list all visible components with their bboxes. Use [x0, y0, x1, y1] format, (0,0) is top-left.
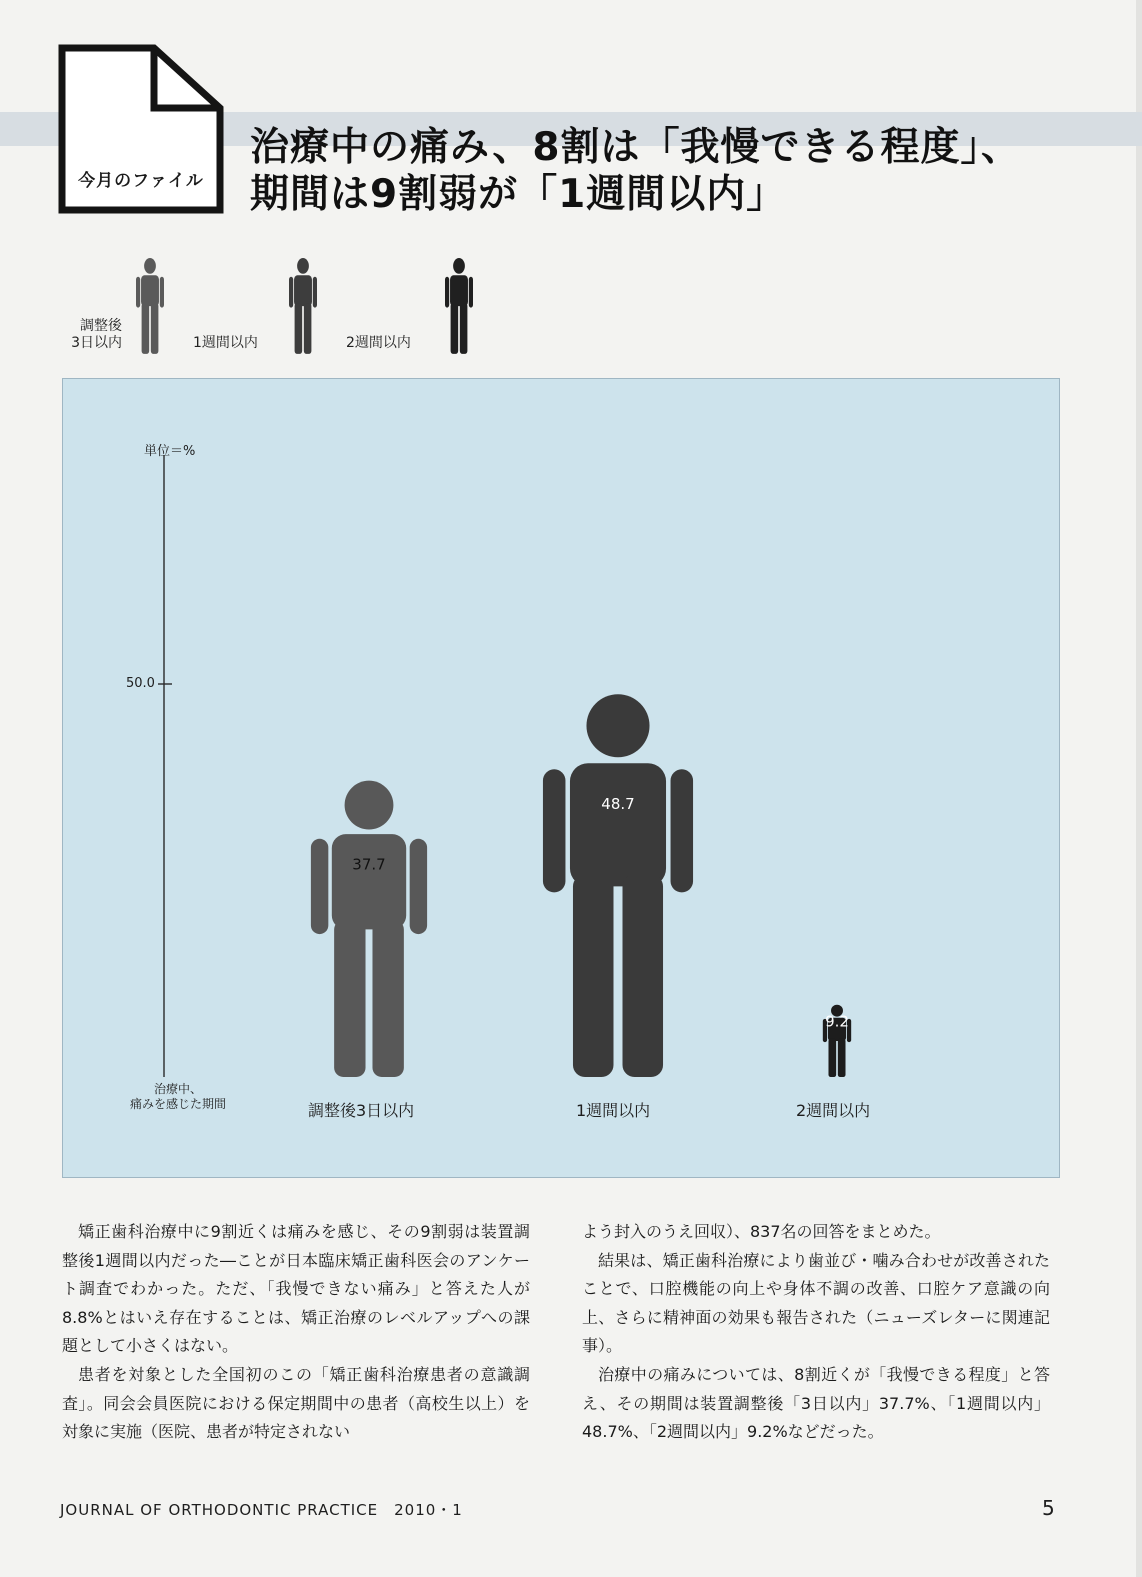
category-label-1week: 1週間以内 — [576, 1101, 651, 1120]
data-label-2: 9.2 — [825, 1012, 849, 1031]
section-label: 今月のファイル — [78, 171, 204, 191]
body-column-2 — [582, 1218, 1050, 1447]
legend-label-3days-line1: 調整後 — [80, 318, 122, 334]
legend-label-3days-line2: 3日以内 — [71, 335, 122, 351]
bar-figure-0 — [311, 781, 427, 1077]
legend-label-2weeks: 2週間以内 — [346, 335, 411, 351]
headline-line-2: 期間は9割弱が「1週間以内」 — [250, 172, 787, 217]
y-tick-label: 50.0 — [126, 676, 155, 691]
body-paragraph: 治療中の痛みについては、8割近くが「我慢できる程度」と答え、その期間は装置調整後「3日以内」37.7%、「1週間以内」48.7%、「2週間以内」9.2%などだった。 — [582, 1364, 1050, 1442]
category-label-2weeks: 2週間以内 — [796, 1101, 871, 1120]
bar-figure-1 — [543, 694, 693, 1077]
body-paragraph: 患者を対象とした全国初のこの「矯正歯科治療患者の意識調査」。同会会員医院における保定期間中の患者（高校生以上）を対象に実施（医院、患者が特定されない — [62, 1364, 530, 1442]
body-column-1 — [62, 1218, 530, 1447]
footer-journal: JOURNAL OF ORTHODONTIC PRACTICE 2010・1 — [60, 1501, 463, 1519]
x-axis-title-line2: 痛みを感じた期間 — [129, 1097, 226, 1111]
data-label-0: 37.7 — [352, 855, 386, 874]
body-paragraph: 矯正歯科治療中に9割近くは痛みを感じ、その9割弱は装置調整後1週間以内だった―ことが日本臨床矯正歯科医会のアンケート調査でわかった。ただ、「我慢できない痛み」と答えた人が8.8%とはいえ存在することは、矯正治療のレベルアップへの課題として小さくはない。 — [62, 1222, 530, 1356]
body-paragraph: 結果は、矯正歯科治療により歯並び・噛み合わせが改善されたことで、口腔機能の向上や身体不調の改善、口腔ケア意識の向上、さらに精神面の効果も報告された（ニューズレターに関連記事）。 — [582, 1250, 1050, 1356]
legend-label-1week: 1週間以内 — [193, 335, 258, 351]
body-paragraph: よう封入のうえ回収）、837名の回答をまとめた。 — [582, 1222, 941, 1241]
headline-line-1: 治療中の痛み、8割は「我慢できる程度」、 — [250, 125, 1021, 170]
x-axis-title-line1: 治療中、 — [153, 1082, 202, 1096]
unit-label: 単位＝% — [144, 444, 196, 459]
page-number: 5 — [1042, 1496, 1055, 1520]
data-label-1: 48.7 — [601, 795, 635, 814]
category-label-3days: 調整後3日以内 — [308, 1101, 415, 1120]
